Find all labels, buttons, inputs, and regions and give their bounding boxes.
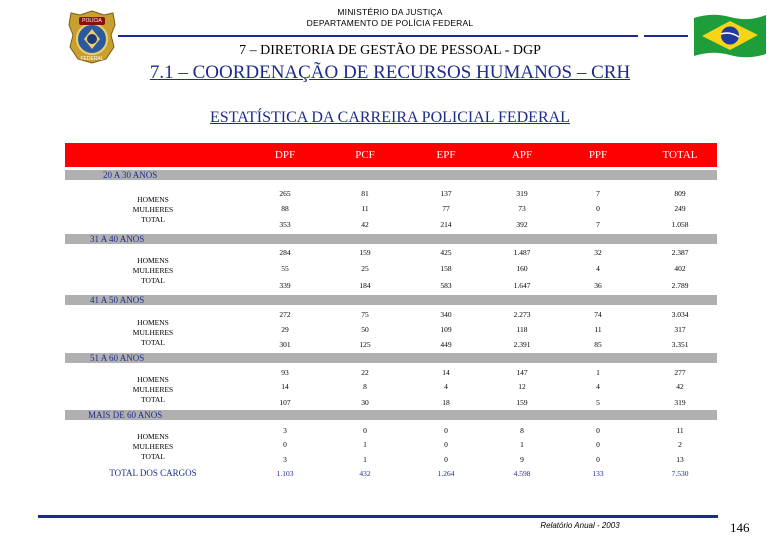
cell: 340: [440, 310, 452, 319]
cell: 0: [444, 426, 448, 435]
cell: 88: [281, 204, 289, 213]
row-label-total: TOTAL: [141, 338, 165, 347]
age-band-bar: [65, 234, 717, 244]
cell: 2.387: [671, 248, 689, 257]
header-rule-right: [644, 35, 688, 37]
cell: 32: [594, 248, 602, 257]
total-cell-apf: 4.598: [513, 469, 531, 478]
cell: 0: [596, 455, 600, 464]
cell: 22: [361, 368, 369, 377]
cell: 2.273: [513, 310, 531, 319]
row-label-total: TOTAL: [141, 215, 165, 224]
cell: 1: [596, 368, 600, 377]
cell: 3.034: [671, 310, 689, 319]
cell: 160: [516, 264, 528, 273]
cell: 449: [440, 340, 452, 349]
cell: 809: [674, 189, 686, 198]
row-label-women: MULHERES: [132, 328, 174, 337]
cell: 109: [440, 325, 452, 334]
ministry-name: MINISTÉRIO DA JUSTIÇA: [337, 7, 443, 17]
cell: 0: [596, 204, 600, 213]
cell: 339: [279, 281, 291, 290]
cell: 0: [444, 455, 448, 464]
row-label-women: MULHERES: [132, 385, 174, 394]
cell: 1.487: [513, 248, 531, 257]
cell: 42: [361, 220, 369, 229]
cell: 93: [281, 368, 289, 377]
cell: 3: [283, 426, 287, 435]
age-band-label: 20 A 30 ANOS: [103, 170, 158, 180]
cell: 7: [596, 220, 600, 229]
cell: 0: [444, 440, 448, 449]
coordination-title: 7.1 – COORDENAÇÃO DE RECURSOS HUMANOS – CRH: [149, 62, 631, 83]
cell: 184: [359, 281, 371, 290]
cell: 75: [361, 310, 369, 319]
cell: 12: [518, 382, 526, 391]
age-band-bar: [65, 295, 717, 305]
directorate-title: 7 – DIRETORIA DE GESTÃO DE PESSOAL - DGP: [239, 43, 541, 58]
cell: 272: [279, 310, 291, 319]
cell: 425: [440, 248, 452, 257]
cell: 3: [283, 455, 287, 464]
cell: 392: [516, 220, 528, 229]
cell: 73: [518, 204, 526, 213]
cell: 85: [594, 340, 602, 349]
cell: 0: [596, 426, 600, 435]
header-rule-left: [118, 35, 638, 37]
cell: 11: [676, 426, 684, 435]
cell: 1.647: [513, 281, 531, 290]
cell: 30: [361, 398, 369, 407]
row-label-men: HOMENS: [137, 256, 169, 265]
cell: 1: [363, 455, 367, 464]
row-label-men: HOMENS: [137, 195, 169, 204]
column-header-apf: APF: [511, 149, 533, 161]
column-header-dpf: DPF: [274, 149, 296, 161]
total-cell-pcf: 432: [359, 469, 371, 478]
row-label-men: HOMENS: [137, 375, 169, 384]
cell: 159: [516, 398, 528, 407]
column-header-ppf: PPF: [588, 149, 608, 161]
row-label-total: TOTAL: [141, 276, 165, 285]
cell: 5: [596, 398, 600, 407]
cell: 0: [363, 426, 367, 435]
cell: 4: [444, 382, 448, 391]
cell: 55: [281, 264, 289, 273]
cell: 11: [361, 204, 369, 213]
cell: 3.351: [671, 340, 689, 349]
cell: 81: [361, 189, 369, 198]
cell: 147: [516, 368, 528, 377]
page-number: 146: [730, 520, 750, 535]
cell: 74: [594, 310, 602, 319]
column-header-total: TOTAL: [662, 149, 698, 161]
cell: 1.058: [671, 220, 689, 229]
age-band-label: MAIS DE 60 ANOS: [88, 410, 163, 420]
cell: 36: [594, 281, 602, 290]
cell: 301: [279, 340, 291, 349]
age-band-bar: [65, 353, 717, 363]
row-label-total: TOTAL: [141, 452, 165, 461]
cell: 11: [594, 325, 602, 334]
row-label-men: HOMENS: [137, 318, 169, 327]
cell: 118: [516, 325, 528, 334]
cell: 1: [363, 440, 367, 449]
cell: 402: [674, 264, 686, 273]
cell: 319: [516, 189, 528, 198]
cell: 42: [676, 382, 684, 391]
age-band-label: 41 A 50 ANOS: [90, 295, 145, 305]
row-label-total: TOTAL: [141, 395, 165, 404]
footer-rule: [38, 515, 718, 518]
cell: 125: [359, 340, 371, 349]
cell: 8: [520, 426, 524, 435]
cell: 2.789: [671, 281, 689, 290]
cell: 319: [674, 398, 686, 407]
cell: 249: [674, 204, 686, 213]
cell: 277: [674, 368, 686, 377]
cell: 14: [442, 368, 450, 377]
age-band-label: 51 A 60 ANOS: [90, 353, 145, 363]
total-cell-dpf: 1.103: [276, 469, 294, 478]
total-cell-epf: 1.264: [437, 469, 455, 478]
cell: 2: [678, 440, 682, 449]
badge-top-text: POLÍCIA: [82, 18, 102, 24]
cell: 8: [363, 382, 367, 391]
cell: 25: [361, 264, 369, 273]
total-row-label: TOTAL DOS CARGOS: [109, 468, 197, 478]
cell: 265: [279, 189, 291, 198]
total-cell-total: 7.530: [671, 469, 689, 478]
cell: 284: [279, 248, 291, 257]
department-name: DEPARTAMENTO DE POLÍCIA FEDERAL: [306, 18, 474, 28]
cell: 353: [279, 220, 291, 229]
cell: 2.391: [513, 340, 531, 349]
cell: 50: [361, 325, 369, 334]
total-cell-ppf: 133: [592, 469, 604, 478]
badge-bottom-text: FEDERAL: [80, 56, 104, 62]
cell: 77: [442, 204, 450, 213]
report-caption: Relatório Anual - 2003: [540, 521, 620, 530]
row-label-women: MULHERES: [132, 266, 174, 275]
age-band-label: 31 A 40 ANOS: [90, 234, 145, 244]
row-label-men: HOMENS: [137, 432, 169, 441]
cell: 29: [281, 325, 289, 334]
statistics-title: ESTATÍSTICA DA CARREIRA POLICIAL FEDERAL: [210, 109, 570, 126]
cell: 583: [440, 281, 452, 290]
cell: 107: [279, 398, 291, 407]
age-band-bar: [65, 410, 717, 420]
cell: 14: [281, 382, 289, 391]
cell: 0: [283, 440, 287, 449]
cell: 158: [440, 264, 452, 273]
cell: 7: [596, 189, 600, 198]
cell: 1: [520, 440, 524, 449]
column-header-pcf: PCF: [355, 149, 375, 161]
age-band-bar: [65, 170, 717, 180]
cell: 0: [596, 440, 600, 449]
row-label-women: MULHERES: [132, 205, 174, 214]
row-label-women: MULHERES: [132, 442, 174, 451]
cell: 214: [440, 220, 452, 229]
cell: 137: [440, 189, 452, 198]
cell: 317: [674, 325, 686, 334]
column-header-epf: EPF: [436, 149, 456, 161]
cell: 159: [359, 248, 371, 257]
cell: 4: [596, 264, 600, 273]
cell: 18: [442, 398, 450, 407]
cell: 9: [520, 455, 524, 464]
cell: 4: [596, 382, 600, 391]
cell: 13: [676, 455, 684, 464]
